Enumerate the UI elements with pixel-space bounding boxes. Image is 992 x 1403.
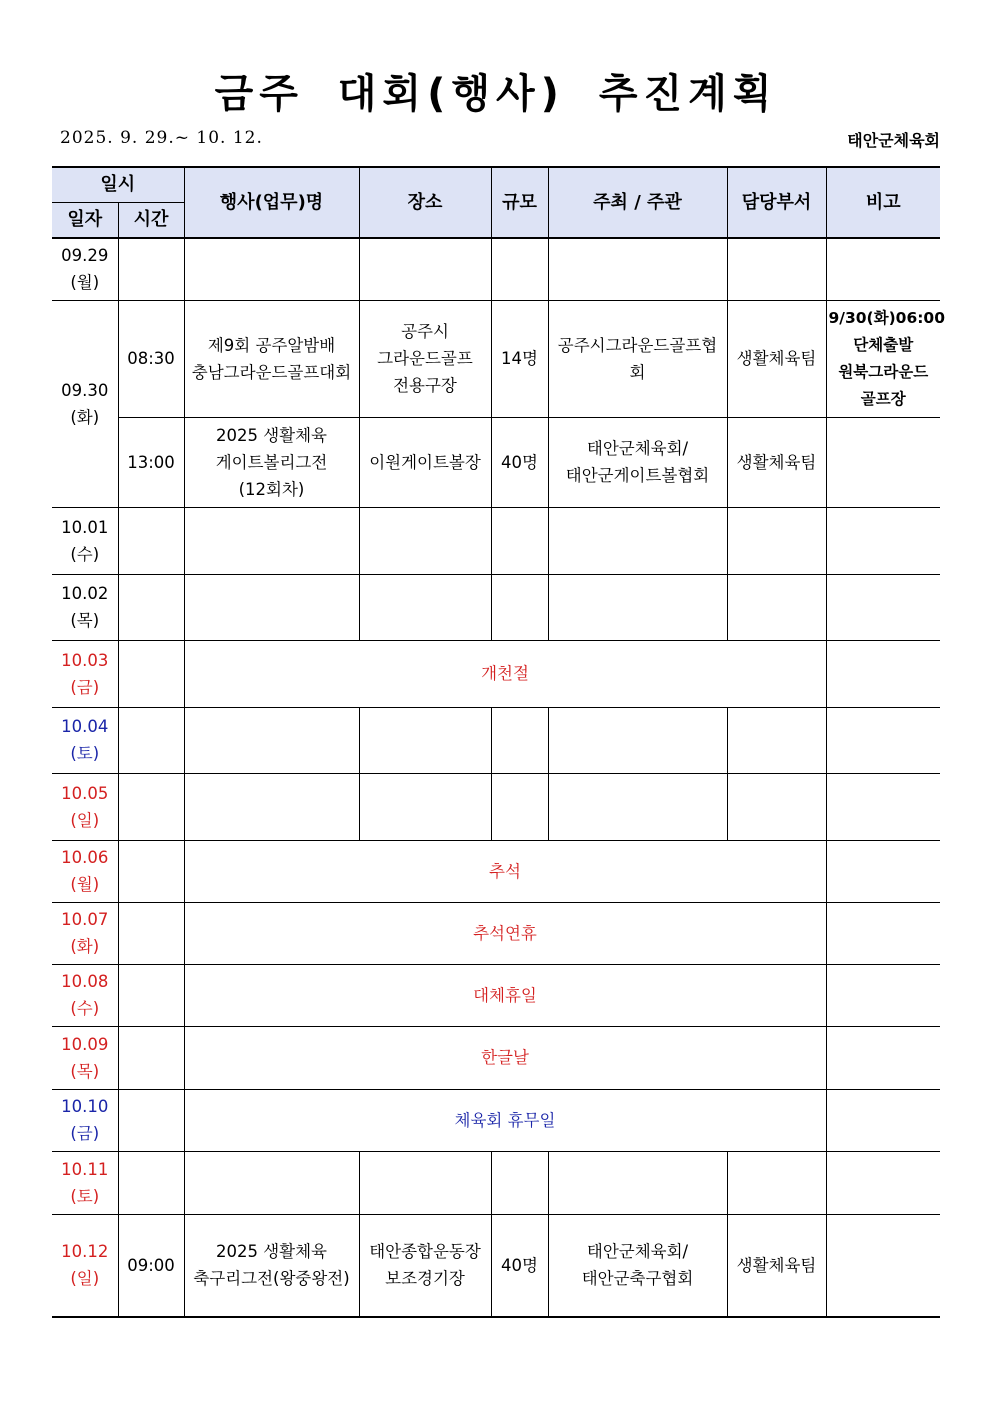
period-text: 2025. 9. 29.~ 10. 12. (60, 128, 263, 148)
date-cell: 10.07 (화) (52, 902, 118, 964)
table-row (52, 300, 940, 417)
holiday-note: 한글날 (184, 1026, 826, 1089)
date-cell: 10.06 (월) (52, 840, 118, 902)
table-row (52, 640, 940, 707)
holiday-note: 추석 (184, 840, 826, 902)
table-row (52, 902, 940, 964)
organization-text: 태안군체육회 (847, 131, 940, 150)
date-cell: 09.29 (월) (52, 238, 118, 300)
venue-cell: 태안종합운동장 보조경기장 (359, 1214, 491, 1317)
schedule-table (52, 166, 945, 1318)
scale-cell: 14명 (491, 300, 548, 417)
table-row (52, 1214, 940, 1317)
table-row (52, 1089, 940, 1151)
time-cell: 08:30 (118, 300, 184, 417)
time-cell: 13:00 (118, 417, 184, 507)
table-row (52, 417, 940, 507)
table-row (52, 1151, 940, 1214)
remarks-cell: 9/30(화)06:00 단체출발 원북그라운드 골프장 (826, 300, 940, 417)
header-schedule: 일시 (52, 167, 184, 202)
date-cell: 10.11 (토) (52, 1151, 118, 1214)
table-row (52, 964, 940, 1026)
date-cell: 10.12 (일) (52, 1214, 118, 1317)
event-cell: 2025 생활체육 게이트볼리그전 (12회차) (184, 417, 359, 507)
page-title: 금주 대회(행사) 추진계획 (214, 71, 778, 117)
table-row (52, 1026, 940, 1089)
header-event: 행사(업무)명 (184, 167, 359, 238)
dept-cell: 생활체육팀 (727, 417, 826, 507)
header-remarks: 비고 (826, 167, 940, 238)
date-cell: 10.02 (목) (52, 574, 118, 640)
date-cell: 10.10 (금) (52, 1089, 118, 1151)
event-cell: 제9회 공주알밤배 충남그라운드골프대회 (184, 300, 359, 417)
host-cell: 태안군체육회/ 태안군게이트볼협회 (548, 417, 727, 507)
date-cell: 10.04 (토) (52, 707, 118, 773)
scale-cell: 40명 (491, 1214, 548, 1317)
time-cell: 09:00 (118, 1214, 184, 1317)
host-cell: 태안군체육회/ 태안군축구협회 (548, 1214, 727, 1317)
date-cell: 10.01 (수) (52, 507, 118, 574)
date-cell: 10.05 (일) (52, 773, 118, 840)
dept-cell: 생활체육팀 (727, 300, 826, 417)
date-cell: 10.08 (수) (52, 964, 118, 1026)
date-cell: 09.30 (화) (52, 300, 118, 507)
event-cell: 2025 생활체육 축구리그전(왕중왕전) (184, 1214, 359, 1317)
header-time: 시간 (118, 202, 184, 238)
date-cell: 10.03 (금) (52, 640, 118, 707)
date-cell: 10.09 (목) (52, 1026, 118, 1089)
scale-cell: 40명 (491, 417, 548, 507)
table-row (52, 840, 940, 902)
header-dept: 담당부서 (727, 167, 826, 238)
table-row (52, 507, 940, 574)
header-scale: 규모 (491, 167, 548, 238)
venue-cell: 공주시 그라운드골프 전용구장 (359, 300, 491, 417)
header-date: 일자 (52, 202, 118, 238)
table-row (52, 238, 940, 300)
holiday-note: 체육회 휴무일 (184, 1089, 826, 1151)
venue-cell: 이원게이트볼장 (359, 417, 491, 507)
holiday-note: 대체휴일 (184, 964, 826, 1026)
holiday-note: 추석연휴 (184, 902, 826, 964)
table-row (52, 773, 940, 840)
holiday-note: 개천절 (184, 640, 826, 707)
dept-cell: 생활체육팀 (727, 1214, 826, 1317)
table-row (52, 574, 940, 640)
header-venue: 장소 (359, 167, 491, 238)
table-row (52, 707, 940, 773)
host-cell: 공주시그라운드골프협회 (548, 300, 727, 417)
header-host: 주최 / 주관 (548, 167, 727, 238)
